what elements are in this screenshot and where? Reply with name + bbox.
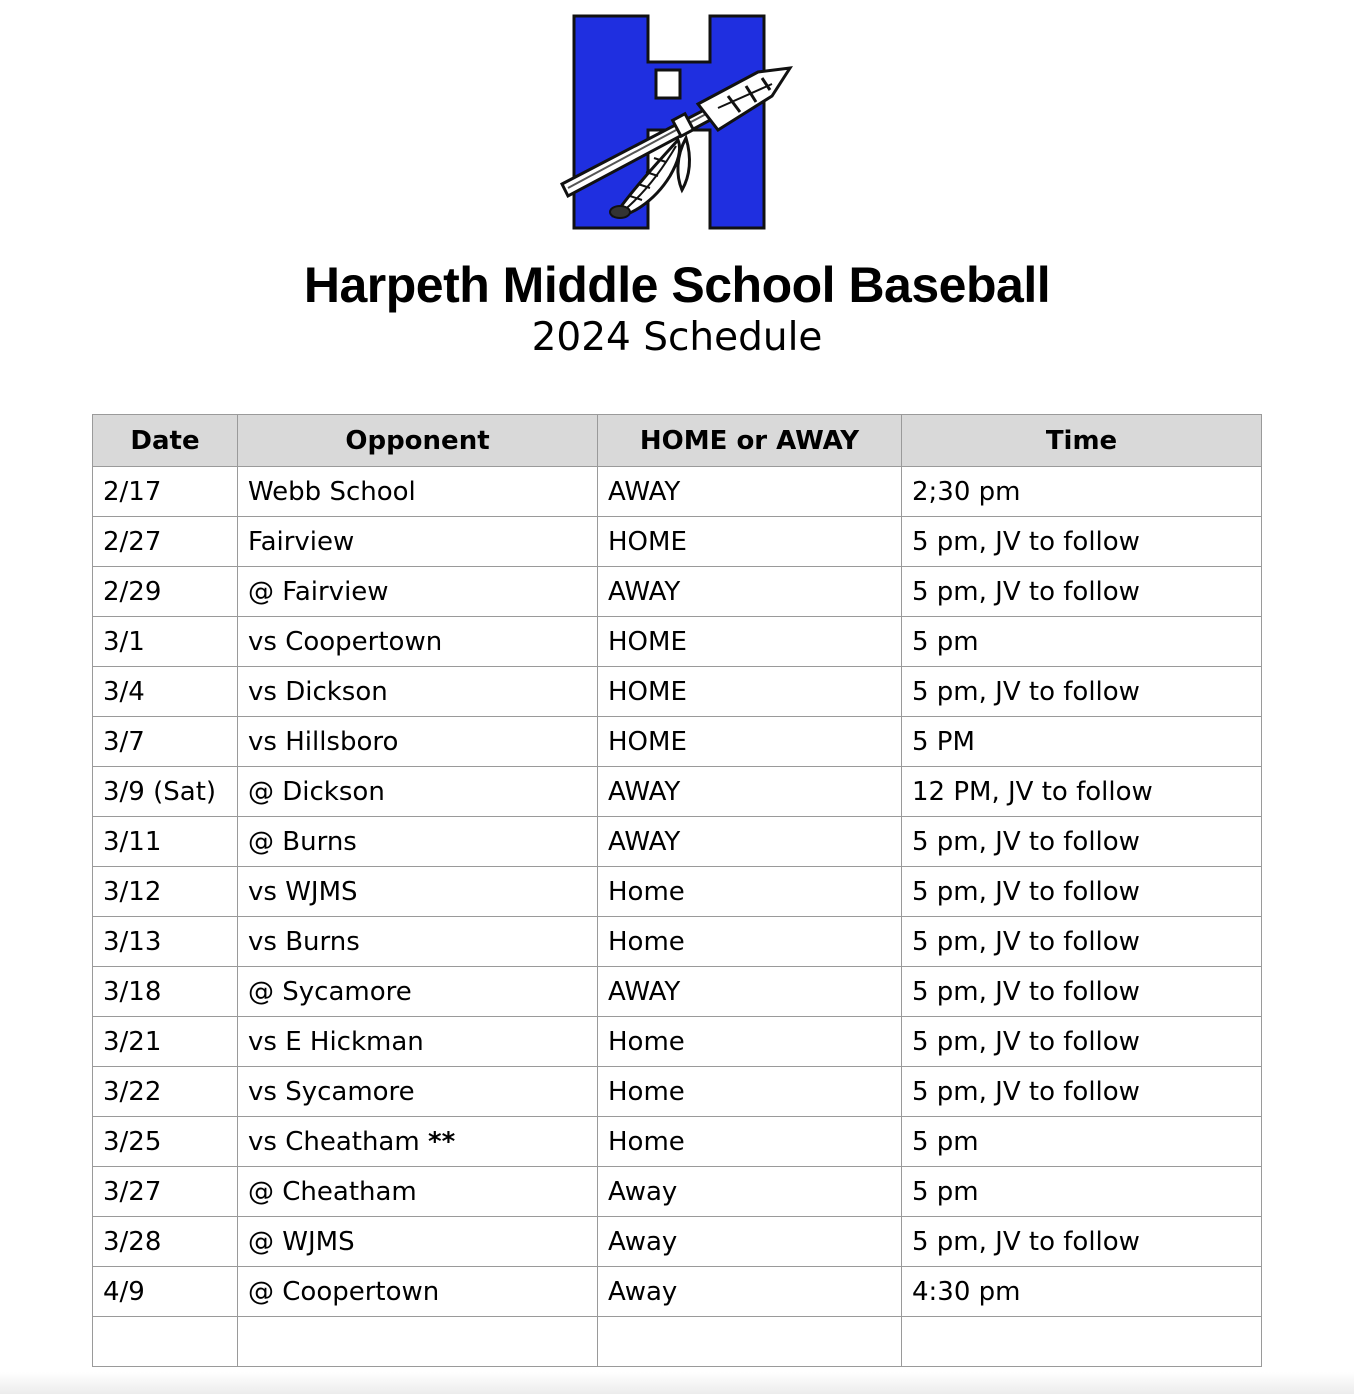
schedule-table (92, 414, 1262, 1367)
date-cell: 3/18 (93, 967, 238, 1017)
time-cell: 5 pm, JV to follow (902, 1067, 1262, 1117)
table-row (93, 1067, 1262, 1117)
table-row (93, 667, 1262, 717)
date-cell: 3/21 (93, 1017, 238, 1067)
time-cell: 5 pm, JV to follow (902, 517, 1262, 567)
footnote-mark: ** (427, 1126, 456, 1157)
date-cell: 3/27 (93, 1167, 238, 1217)
opponent-cell: @ Fairview (238, 567, 598, 617)
time-cell: 12 PM, JV to follow (902, 767, 1262, 817)
home-away-cell: Away (598, 1167, 902, 1217)
home-away-cell: AWAY (598, 767, 902, 817)
home-away-cell: Home (598, 867, 902, 917)
home-away-cell: Away (598, 1217, 902, 1267)
table-row (93, 1167, 1262, 1217)
home-away-cell: AWAY (598, 967, 902, 1017)
home-away-cell: HOME (598, 717, 902, 767)
home-away-cell (598, 1317, 902, 1367)
time-cell: 5 pm (902, 1167, 1262, 1217)
opponent-cell: Webb School (238, 467, 598, 517)
table-row-empty (93, 1317, 1262, 1367)
date-cell: 3/12 (93, 867, 238, 917)
time-cell: 5 pm, JV to follow (902, 1017, 1262, 1067)
date-cell: 3/25 (93, 1117, 238, 1167)
table-row (93, 1217, 1262, 1267)
opponent-cell: vs Dickson (238, 667, 598, 717)
home-away-cell: Home (598, 1117, 902, 1167)
table-row (93, 567, 1262, 617)
date-cell: 2/17 (93, 467, 238, 517)
home-away-cell: Away (598, 1267, 902, 1317)
page-subtitle: 2024 Schedule (531, 315, 823, 360)
date-cell: 2/29 (93, 567, 238, 617)
table-row (93, 767, 1262, 817)
table-row (93, 867, 1262, 917)
table-row (93, 967, 1262, 1017)
column-header-time: Time (902, 415, 1262, 467)
home-away-cell: Home (598, 917, 902, 967)
opponent-cell: vs Hillsboro (238, 717, 598, 767)
table-row (93, 917, 1262, 967)
date-cell: 3/22 (93, 1067, 238, 1117)
opponent-cell: vs E Hickman (238, 1017, 598, 1067)
time-cell: 2;30 pm (902, 467, 1262, 517)
time-cell: 4:30 pm (902, 1267, 1262, 1317)
column-header-date: Date (93, 415, 238, 467)
table-row (93, 1267, 1262, 1317)
time-cell: 5 pm, JV to follow (902, 967, 1262, 1017)
time-cell: 5 pm, JV to follow (902, 917, 1262, 967)
time-cell: 5 pm (902, 1117, 1262, 1167)
column-header-home-or-away: HOME or AWAY (598, 415, 902, 467)
date-cell: 3/11 (93, 817, 238, 867)
time-cell: 5 pm, JV to follow (902, 667, 1262, 717)
home-away-cell: AWAY (598, 467, 902, 517)
date-cell: 3/13 (93, 917, 238, 967)
date-cell: 3/4 (93, 667, 238, 717)
home-away-cell: HOME (598, 667, 902, 717)
opponent-cell: @ WJMS (238, 1217, 598, 1267)
opponent-cell (238, 1317, 598, 1367)
opponent-cell: @ Dickson (238, 767, 598, 817)
table-row (93, 467, 1262, 517)
date-cell: 3/1 (93, 617, 238, 667)
date-cell: 4/9 (93, 1267, 238, 1317)
table-row (93, 1117, 1262, 1167)
opponent-cell: vs Sycamore (238, 1067, 598, 1117)
time-cell: 5 pm, JV to follow (902, 1217, 1262, 1267)
table-row (93, 517, 1262, 567)
table-row (93, 1017, 1262, 1067)
table-header-row (93, 415, 1262, 467)
time-cell (902, 1317, 1262, 1367)
table-row (93, 717, 1262, 767)
opponent-cell: vs WJMS (238, 867, 598, 917)
time-cell: 5 pm, JV to follow (902, 817, 1262, 867)
home-away-cell: AWAY (598, 817, 902, 867)
time-cell: 5 pm, JV to follow (902, 867, 1262, 917)
opponent-cell: vs Coopertown (238, 617, 598, 667)
harpeth-h-spear-logo-icon (558, 12, 798, 234)
opponent-cell: @ Burns (238, 817, 598, 867)
home-away-cell: HOME (598, 617, 902, 667)
date-cell: 3/7 (93, 717, 238, 767)
time-cell: 5 pm (902, 617, 1262, 667)
column-header-opponent: Opponent (238, 415, 598, 467)
date-cell: 3/28 (93, 1217, 238, 1267)
home-away-cell: Home (598, 1017, 902, 1067)
opponent-cell: vs Burns (238, 917, 598, 967)
date-cell: 2/27 (93, 517, 238, 567)
home-away-cell: AWAY (598, 567, 902, 617)
time-cell: 5 PM (902, 717, 1262, 767)
date-cell: 3/9 (Sat) (93, 767, 238, 817)
opponent-cell: @ Coopertown (238, 1267, 598, 1317)
opponent-cell (238, 1117, 598, 1167)
table-row (93, 817, 1262, 867)
opponent-cell: @ Sycamore (238, 967, 598, 1017)
home-away-cell: Home (598, 1067, 902, 1117)
page-title: Harpeth Middle School Baseball (303, 257, 1051, 313)
table-row (93, 617, 1262, 667)
date-cell (93, 1317, 238, 1367)
opponent-cell: @ Cheatham (238, 1167, 598, 1217)
home-away-cell: HOME (598, 517, 902, 567)
opponent-name: vs Cheatham (248, 1126, 420, 1157)
opponent-cell: Fairview (238, 517, 598, 567)
page-bottom-fade (0, 1372, 1354, 1394)
time-cell: 5 pm, JV to follow (902, 567, 1262, 617)
